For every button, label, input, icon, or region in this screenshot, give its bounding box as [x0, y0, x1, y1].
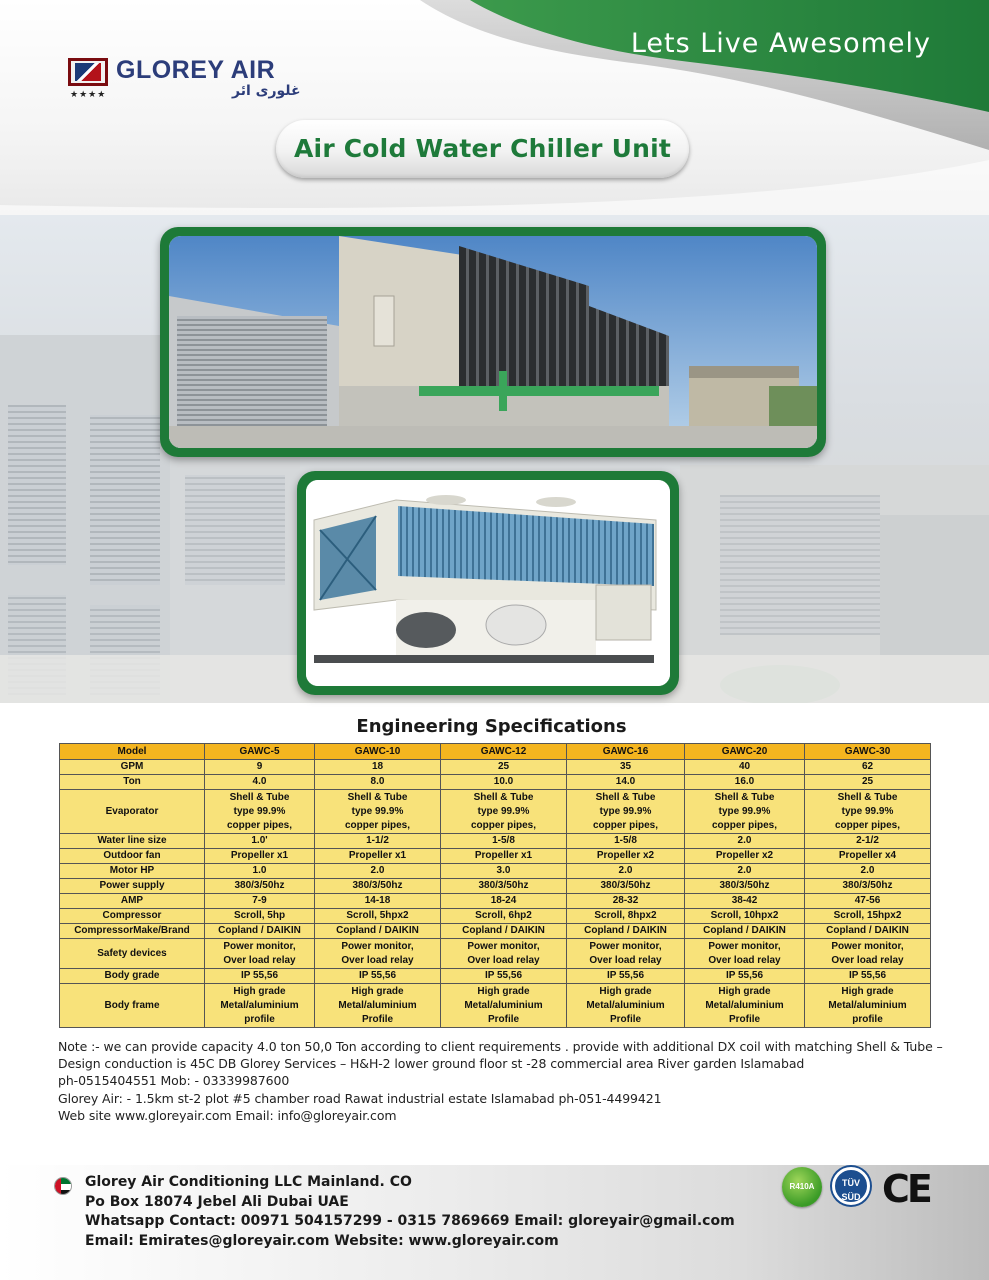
spec-cell-line: Power monitor, — [467, 940, 540, 952]
spec-row-label: Power supply — [60, 879, 205, 894]
spec-cell: 18 — [315, 760, 441, 775]
spec-cell — [315, 984, 441, 1028]
spec-cell: 1.0 — [205, 864, 315, 879]
note-line: Web site www.gloreyair.com Email: info@gloreyair.com — [58, 1107, 397, 1123]
spec-row-label: Motor HP — [60, 864, 205, 879]
spec-cell-line: Shell & Tube — [595, 791, 656, 803]
spec-row — [60, 790, 931, 834]
spec-row — [60, 834, 931, 849]
spec-cell: 380/3/50hz — [685, 879, 805, 894]
spec-row-label: Evaporator — [60, 790, 205, 834]
page-title: Air Cold Water Chiller Unit — [294, 134, 671, 163]
spec-row — [60, 984, 931, 1028]
notes-block — [58, 1038, 943, 1124]
logo-brand-name: GLOREY AIR — [116, 56, 276, 84]
spec-cell-line: Metal/aluminium — [220, 999, 299, 1011]
company-logo[interactable] — [68, 56, 328, 106]
spec-cell-line: Metal/aluminium — [586, 999, 665, 1011]
spec-cell-line: copper pipes, — [834, 819, 900, 831]
footer-email-website[interactable]: Email: Emirates@gloreyair.com Website: www.gloreyair.com — [85, 1232, 559, 1249]
spec-row — [60, 939, 931, 969]
cooling-tower-photo-frame — [160, 227, 826, 457]
spec-cell: Propeller x2 — [685, 849, 805, 864]
spec-cell-line: profile — [852, 1013, 883, 1025]
footer-company-name: Glorey Air Conditioning LLC Mainland. CO — [85, 1174, 412, 1190]
spec-cell: Scroll, 5hp — [205, 909, 315, 924]
spec-cell-line: Power monitor, — [341, 940, 414, 952]
note-line: Design conduction is 45C DB Glorey Services – H&H-2 lower ground floor st -28 commercial area River garden Islamabad — [58, 1056, 805, 1072]
spec-cell: 1.0' — [205, 834, 315, 849]
spec-cell: Copland / DAIKIN — [805, 924, 931, 939]
spec-cell-line: High grade — [718, 985, 771, 997]
note-line: Glorey Air: - 1.5km st-2 plot #5 chamber road Rawat industrial estate Islamabad ph-051-4499421 — [58, 1090, 662, 1106]
spec-header-model: GAWC-10 — [315, 744, 441, 760]
spec-cell-line: type 99.9% — [477, 805, 530, 817]
spec-cell-line: Power monitor, — [708, 940, 781, 952]
r410a-badge-icon: R410A — [782, 1167, 822, 1207]
spec-cell: 1-5/8 — [441, 834, 567, 849]
spec-header-model: GAWC-12 — [441, 744, 567, 760]
spec-cell — [685, 984, 805, 1028]
spec-row-label: Safety devices — [60, 939, 205, 969]
spec-cell: 2.0 — [685, 834, 805, 849]
page-footer — [0, 1165, 989, 1280]
page-header — [0, 0, 989, 215]
spec-cell — [441, 939, 567, 969]
spec-cell: 8.0 — [315, 775, 441, 790]
spec-cell: Scroll, 5hpx2 — [315, 909, 441, 924]
spec-cell — [315, 939, 441, 969]
spec-cell: Scroll, 10hpx2 — [685, 909, 805, 924]
spec-header-row — [60, 744, 931, 760]
spec-cell: IP 55,56 — [205, 969, 315, 984]
spec-header-model: GAWC-5 — [205, 744, 315, 760]
spec-cell: 1-5/8 — [567, 834, 685, 849]
spec-cell: 9 — [205, 760, 315, 775]
spec-cell: 380/3/50hz — [205, 879, 315, 894]
spec-cell-line: type 99.9% — [841, 805, 894, 817]
ce-mark-icon: CE — [882, 1167, 930, 1211]
spec-cell — [805, 939, 931, 969]
spec-cell: IP 55,56 — [315, 969, 441, 984]
spec-cell-line: Profile — [728, 1013, 761, 1025]
spec-cell-line: High grade — [477, 985, 530, 997]
spec-cell — [315, 790, 441, 834]
note-line: Note :- we can provide capacity 4.0 ton 50,0 Ton according to client requirements . provide with additional DX coil with matching Shell & Tube – — [58, 1039, 943, 1054]
spec-cell: 1-1/2 — [315, 834, 441, 849]
spec-cell-line: profile — [244, 1013, 275, 1025]
spec-cell — [567, 984, 685, 1028]
spec-cell: 16.0 — [685, 775, 805, 790]
spec-cell-line: Power monitor, — [831, 940, 904, 952]
footer-address: Po Box 18074 Jebel Ali Dubai UAE — [85, 1193, 349, 1210]
spec-row — [60, 775, 931, 790]
spec-header-label: Model — [60, 744, 205, 760]
spec-cell: 380/3/50hz — [315, 879, 441, 894]
spec-cell-line: Metal/aluminium — [464, 999, 543, 1011]
spec-cell — [441, 984, 567, 1028]
spec-cell — [567, 939, 685, 969]
spec-cell: 2.0 — [805, 864, 931, 879]
spec-cell: Propeller x2 — [567, 849, 685, 864]
spec-cell-line: Power monitor, — [589, 940, 662, 952]
spec-row — [60, 864, 931, 879]
spec-cell: IP 55,56 — [441, 969, 567, 984]
spec-row — [60, 760, 931, 775]
spec-cell-line: Shell & Tube — [473, 791, 534, 803]
spec-cell: 40 — [685, 760, 805, 775]
cooling-tower-photo — [169, 236, 817, 448]
spec-heading: Engineering Specifications — [356, 716, 627, 737]
spec-cell: Scroll, 8hpx2 — [567, 909, 685, 924]
note-line: ph-0515404551 Mob: - 03339987600 — [58, 1073, 290, 1089]
spec-cell-line: type 99.9% — [351, 805, 404, 817]
spec-cell-line: copper pipes, — [711, 819, 777, 831]
spec-table — [59, 743, 931, 1028]
spec-cell: 47-56 — [805, 894, 931, 909]
spec-cell-line: Shell & Tube — [347, 791, 408, 803]
spec-row-label: Water line size — [60, 834, 205, 849]
spec-row — [60, 924, 931, 939]
spec-cell: 10.0 — [441, 775, 567, 790]
spec-cell — [805, 984, 931, 1028]
spec-row-label: AMP — [60, 894, 205, 909]
spec-header-model: GAWC-20 — [685, 744, 805, 760]
spec-cell-line: High grade — [599, 985, 652, 997]
spec-cell: 2.0 — [685, 864, 805, 879]
spec-cell: Copland / DAIKIN — [567, 924, 685, 939]
spec-row-label: Body frame — [60, 984, 205, 1028]
spec-header-model: GAWC-16 — [567, 744, 685, 760]
spec-row — [60, 879, 931, 894]
spec-cell: Propeller x4 — [805, 849, 931, 864]
spec-cell-line: type 99.9% — [233, 805, 286, 817]
spec-cell: 4.0 — [205, 775, 315, 790]
spec-cell-line: Over load relay — [467, 954, 540, 966]
logo-arabic-name: غلوری ائر — [232, 83, 301, 99]
spec-cell — [205, 790, 315, 834]
spec-row-label: Compressor — [60, 909, 205, 924]
spec-cell — [685, 790, 805, 834]
spec-cell-line: Over load relay — [341, 954, 414, 966]
spec-cell: 25 — [441, 760, 567, 775]
spec-cell-line: Over load relay — [589, 954, 662, 966]
spec-cell — [441, 790, 567, 834]
spec-row — [60, 969, 931, 984]
title-banner — [276, 120, 689, 178]
spec-cell: 380/3/50hz — [567, 879, 685, 894]
spec-cell: 380/3/50hz — [805, 879, 931, 894]
spec-cell-line: Over load relay — [831, 954, 904, 966]
spec-row-label: Outdoor fan — [60, 849, 205, 864]
spec-cell-line: copper pipes, — [470, 819, 536, 831]
spec-cell: IP 55,56 — [805, 969, 931, 984]
chiller-unit-photo — [306, 480, 670, 686]
spec-cell: 35 — [567, 760, 685, 775]
spec-row — [60, 894, 931, 909]
spec-cell: 14.0 — [567, 775, 685, 790]
spec-cell: 7-9 — [205, 894, 315, 909]
spec-cell: Scroll, 15hpx2 — [805, 909, 931, 924]
spec-row — [60, 909, 931, 924]
spec-cell — [685, 939, 805, 969]
footer-whatsapp[interactable]: Whatsapp Contact: 00971 504157299 - 0315 7869669 Email: gloreyair@gmail.com — [85, 1213, 735, 1229]
spec-cell: 18-24 — [441, 894, 567, 909]
chiller-unit-photo-frame — [297, 471, 679, 695]
spec-cell-line: High grade — [351, 985, 404, 997]
spec-cell: Propeller x1 — [205, 849, 315, 864]
spec-cell — [805, 790, 931, 834]
spec-cell: 14-18 — [315, 894, 441, 909]
spec-cell-line: Power monitor, — [223, 940, 296, 952]
spec-cell-line: High grade — [233, 985, 286, 997]
spec-cell — [205, 984, 315, 1028]
spec-cell: 28-32 — [567, 894, 685, 909]
spec-cell-line: Profile — [487, 1013, 520, 1025]
logo-stars: ★★★★ — [70, 89, 107, 99]
spec-cell: 3.0 — [441, 864, 567, 879]
spec-cell: IP 55,56 — [567, 969, 685, 984]
spec-cell-line: copper pipes, — [226, 819, 292, 831]
spec-header-model: GAWC-30 — [805, 744, 931, 760]
spec-cell — [205, 939, 315, 969]
spec-cell: 62 — [805, 760, 931, 775]
spec-cell-line: High grade — [841, 985, 894, 997]
spec-cell-line: type 99.9% — [718, 805, 771, 817]
spec-cell: 25 — [805, 775, 931, 790]
spec-row-label: Ton — [60, 775, 205, 790]
spec-cell-line: Profile — [609, 1013, 642, 1025]
spec-cell-line: Shell & Tube — [714, 791, 775, 803]
spec-cell-line: type 99.9% — [599, 805, 652, 817]
spec-cell: 2.0 — [567, 864, 685, 879]
spec-cell-line: Metal/aluminium — [338, 999, 417, 1011]
spec-cell-line: Shell & Tube — [229, 791, 290, 803]
spec-cell-line: copper pipes, — [592, 819, 658, 831]
spec-row-label: GPM — [60, 760, 205, 775]
spec-cell: Copland / DAIKIN — [315, 924, 441, 939]
spec-row-label: Body grade — [60, 969, 205, 984]
spec-cell-line: Over load relay — [223, 954, 296, 966]
spec-cell: Propeller x1 — [441, 849, 567, 864]
spec-cell: Propeller x1 — [315, 849, 441, 864]
spec-cell-line: Metal/aluminium — [705, 999, 784, 1011]
uae-flag-icon — [54, 1177, 72, 1195]
footer-contact — [85, 1173, 735, 1251]
chiller-unit-illustration — [306, 480, 670, 686]
spec-cell: Copland / DAIKIN — [441, 924, 567, 939]
spec-cell: Copland / DAIKIN — [205, 924, 315, 939]
tagline: Lets Live Awesomely — [630, 28, 931, 59]
spec-cell-line: Shell & Tube — [837, 791, 898, 803]
spec-cell: 380/3/50hz — [441, 879, 567, 894]
spec-cell: Scroll, 6hp2 — [441, 909, 567, 924]
spec-row-label: CompressorMake/Brand — [60, 924, 205, 939]
spec-cell-line: Profile — [361, 1013, 394, 1025]
spec-cell: 2-1/2 — [805, 834, 931, 849]
spec-cell-line: copper pipes, — [344, 819, 410, 831]
spec-cell — [567, 790, 685, 834]
cooling-tower-illustration — [169, 236, 817, 448]
tuv-badge-icon: TÜV SÜD — [832, 1167, 870, 1205]
spec-row — [60, 849, 931, 864]
spec-cell: 38-42 — [685, 894, 805, 909]
spec-cell-line: Over load relay — [708, 954, 781, 966]
spec-cell: IP 55,56 — [685, 969, 805, 984]
logo-mark-icon — [68, 58, 108, 86]
spec-cell: Copland / DAIKIN — [685, 924, 805, 939]
spec-cell-line: Metal/aluminium — [828, 999, 907, 1011]
spec-cell: 2.0 — [315, 864, 441, 879]
